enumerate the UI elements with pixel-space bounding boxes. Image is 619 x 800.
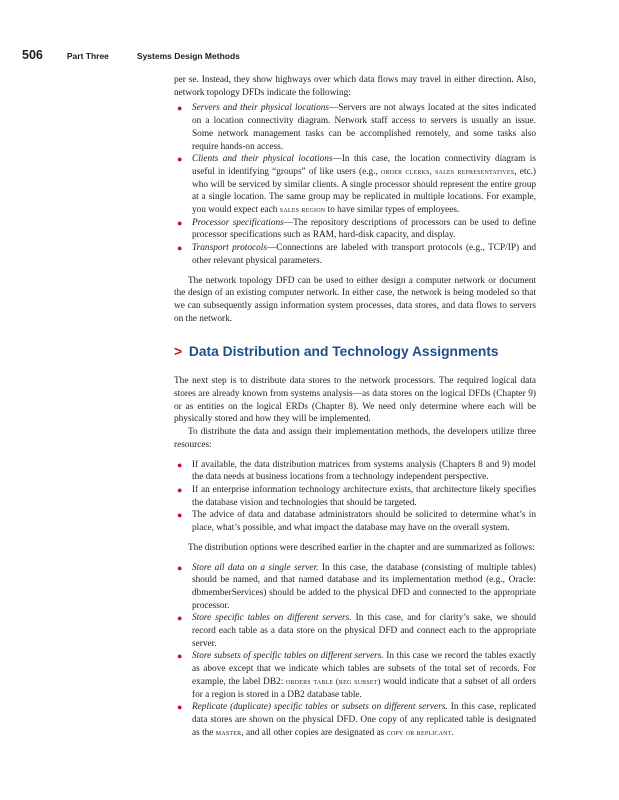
section-heading [174, 344, 536, 360]
list-text: In this case we record the tables exactly as above except that we indicate which tables are subsets of the total set of records. For example, the label DB2: [192, 651, 536, 687]
list-item [174, 650, 536, 701]
list-term: Transport protocols [192, 243, 267, 254]
small-caps-term: master [215, 727, 242, 737]
small-caps-term: sales region [279, 205, 326, 215]
bullet-icon: ● [177, 702, 183, 713]
bullet-icon: ● [177, 103, 183, 114]
list-text: In this case, the database (consisting of multiple tables) should be named, and that named database and its implementation method (e.g., Oracle: dbmemberServices) should be added to the physical DFD and connected to the appropriate processor. [192, 562, 536, 611]
list-text: Connections are labeled with transport protocols (e.g., TCP/IP) and other relevant physical parameters. [192, 243, 536, 266]
small-caps-term: orders table (reg subset) [285, 676, 381, 686]
bullet-icon: ● [177, 562, 183, 573]
body-text [174, 74, 536, 739]
bullet-icon: ● [177, 651, 183, 662]
list-item [174, 701, 536, 739]
list-term: Store all data on a single server. [192, 562, 319, 573]
list-term: Store subsets of specific tables on different servers. [192, 651, 384, 662]
list-text: , and all other copies are designated as [241, 727, 385, 738]
small-caps-term: copy or replicant [386, 727, 452, 737]
section-label: Systems Design Methods [136, 51, 240, 61]
list-text: to have similar types of employees. [327, 205, 460, 216]
list-text: The repository descriptions of processors can be used to define processor specifications such as RAM, hard-disk capacity, and display. [192, 217, 536, 241]
list-text: , etc.) who will be serviced by similar clients. A single processor should represent the entire group at a single location. The same group may be replicated in multiple locations. For example, you would expect each [192, 166, 537, 216]
list-text: In this case, and for clarity’s sake, we should record each table as a data store on the physical DFD and connect each to the appropriate server. [192, 613, 537, 649]
bullet-icon: ● [177, 510, 183, 521]
list-item [174, 484, 536, 509]
list-item [174, 509, 536, 534]
bullet-icon: ● [177, 613, 183, 624]
list-term: Servers and their physical locations [192, 103, 330, 114]
paragraph: The next step is to distribute data stores to the network processors. The required logical data stores are already known from systems analysis—as data stores on the logical DFDs (Chapter 9) or as entities on the logical ERDs (Chapter 8). We need only determine where each will be physically stored and how they will be implemented. [174, 376, 536, 425]
list-text: would indicate that a subset of all orders for a region is stored in a DB2 database table. [192, 676, 536, 700]
list-item: ● Clients and their physical locations—In this case, the location connectivity diagram is useful in identifying “groups” of like users (e.g., order clerks, sales representatives, etc.) who will be serviced by similar clients. A single processor should represent the entire group at a single location. The same group may be replicated in multiple locations. For example, you would expect each sales region to have similar types of employees. [177, 154, 537, 216]
list-text: Servers are not always located at the sites indicated on a location connectivity diagram. Network staff access to servers is usually an issue. Some network management tasks can be accomplished remotely, and some tasks also require hands-on access. [192, 103, 536, 152]
distribution-options-list [174, 562, 536, 740]
small-caps-term: order clerks, sales representatives [380, 166, 515, 176]
part-label: Part Three [66, 51, 109, 61]
list-item [174, 562, 536, 613]
bullet-icon: ● [177, 154, 183, 165]
list-text: In this case, replicated data stores are shown on the physical DFD. One copy of any replicated table is designated as the [192, 702, 537, 738]
page-header [22, 48, 240, 62]
list-item [174, 612, 536, 650]
list-text: If available, the data distribution matrices from systems analysis (Chapters 8 and 9) model the data needs at business locations from a technology independent perspective. [192, 459, 536, 483]
heading-title: Data Distribution and Technology Assignments [188, 344, 499, 360]
list-text: If an enterprise information technology architecture exists, that architecture likely specifies the database vision and technologies that should be targeted. [192, 484, 536, 508]
list-item [174, 459, 536, 484]
list-text: In this case, the location connectivity diagram is useful in identifying “groups” of like users (e.g., [192, 154, 537, 177]
bullet-icon: ● [177, 459, 183, 470]
list-term: Processor specifications [192, 217, 284, 228]
paragraph: The distribution options were described earlier in the chapter and are summarized as follows: [188, 542, 535, 553]
list-item: ● Servers and their physical locations—Servers are not always located at the sites indicated on a location connectivity diagram. Network staff access to servers is usually an issue. Some network management tasks can be accomplished remotely, and some tasks also require hands-on access. [177, 103, 536, 152]
bullet-icon: ● [177, 484, 183, 495]
paragraph: The network topology DFD can be used to either design a computer network or document the design of an existing computer network. In either case, the network is being modeled so that we can subsequently assign information system processes, data stores, and data flows to servers on the network. [174, 275, 536, 324]
list-text: . [451, 727, 454, 738]
paragraph: per se. Instead, they show highways over which data flows may travel in either direction. Also, network topology DFDs indicate the following: [174, 75, 536, 98]
list-item: ● Processor specifications—The repository descriptions of processors can be used to define processor specifications such as RAM, hard-disk capacity, and display. [177, 217, 536, 241]
list-text: The advice of data and database administrators should be solicited to determine what’s in place, what’s possible, and what impact the database may have on the overall system. [192, 510, 536, 534]
list-item: ● Transport protocols—Connections are labeled with transport protocols (e.g., TCP/IP) and other relevant physical parameters. [177, 243, 536, 266]
list-term: Replicate (duplicate) specific tables or subsets on different servers. [192, 702, 448, 713]
heading-arrow-icon: > [174, 344, 183, 360]
page-number: 506 [22, 48, 43, 62]
bullet-icon: ● [177, 217, 183, 228]
paragraph: To distribute the data and assign their implementation methods, the developers utilize three resources: [174, 427, 536, 450]
resources-list [174, 459, 536, 535]
list-term: Store specific tables on different servers. [192, 613, 352, 624]
network-topology-list [174, 102, 536, 267]
list-term: Clients and their physical locations [192, 154, 333, 165]
bullet-icon: ● [177, 243, 183, 254]
